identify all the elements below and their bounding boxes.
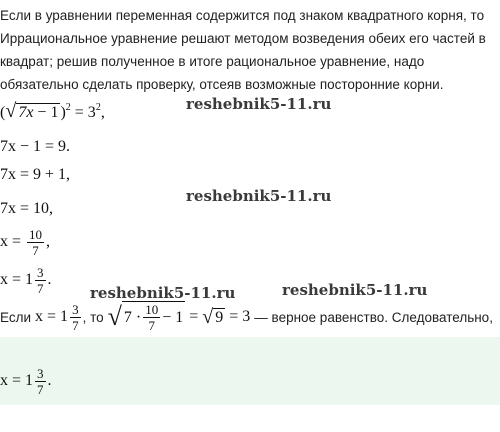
watermark: reshebnik5-11.ru — [282, 281, 428, 299]
intro-paragraph — [0, 4, 498, 96]
fraction: $\frac{3}{7}$ — [37, 265, 44, 296]
equation-step-6: x = 1 $\frac{3}{7}$ . — [0, 265, 52, 296]
intro-line: Если в уравнении переменная содержится под знаком квадратного корня, то — [0, 8, 485, 23]
watermark: reshebnik5-11.ru — [186, 95, 332, 113]
sqrt-symbol: √ — [107, 302, 122, 331]
check-line: Если x = 1 $\frac{3}{7}$ , то √ 7 · $\frac{10}{7}$ − 1 = √ 9 = 3 — верное равенство. Следовательно, — [0, 301, 493, 333]
equation-step-4: 7x = 10, — [0, 200, 54, 217]
watermark: reshebnik5-11.ru — [186, 187, 332, 205]
watermark: reshebnik5-11.ru — [90, 284, 236, 302]
fraction: $\frac{10}{7}$ — [29, 227, 43, 258]
fraction: $\frac{10}{7}$ — [145, 302, 159, 333]
equation-step-2: 7x − 1 = 9. — [0, 138, 71, 155]
fraction: $\frac{3}{7}$ — [72, 301, 79, 333]
intro-line: квадрат; решив полученное в итоге рациональное уравнение, надо — [0, 54, 425, 69]
intro-line: Иррациональное уравнение решают методом возведения обеих его частей в — [0, 31, 486, 46]
fraction: $\frac{3}{7}$ — [37, 365, 44, 397]
answer-highlight — [0, 337, 500, 405]
sqrt-symbol: √ — [5, 100, 17, 122]
equation-step-3: 7x = 9 + 1, — [0, 166, 71, 183]
sqrt-expression: √ 7 · $\frac{10}{7}$ − 1 = √ 9 = 3 — [107, 302, 251, 333]
answer-line: x = 1 $\frac{3}{7}$ . — [0, 365, 52, 397]
equation-step-1: (√ 7x − 1 )$^2 = 3^2$, — [0, 100, 105, 122]
step-1-rhs: = 3 — [74, 104, 96, 121]
intro-line: обязательно сделать проверку, отсеяв возможные посторонние корни. — [0, 77, 444, 92]
sqrt-symbol: √ — [202, 305, 214, 328]
equation-step-5: x = $\frac{10}{7}$ , — [0, 227, 51, 258]
